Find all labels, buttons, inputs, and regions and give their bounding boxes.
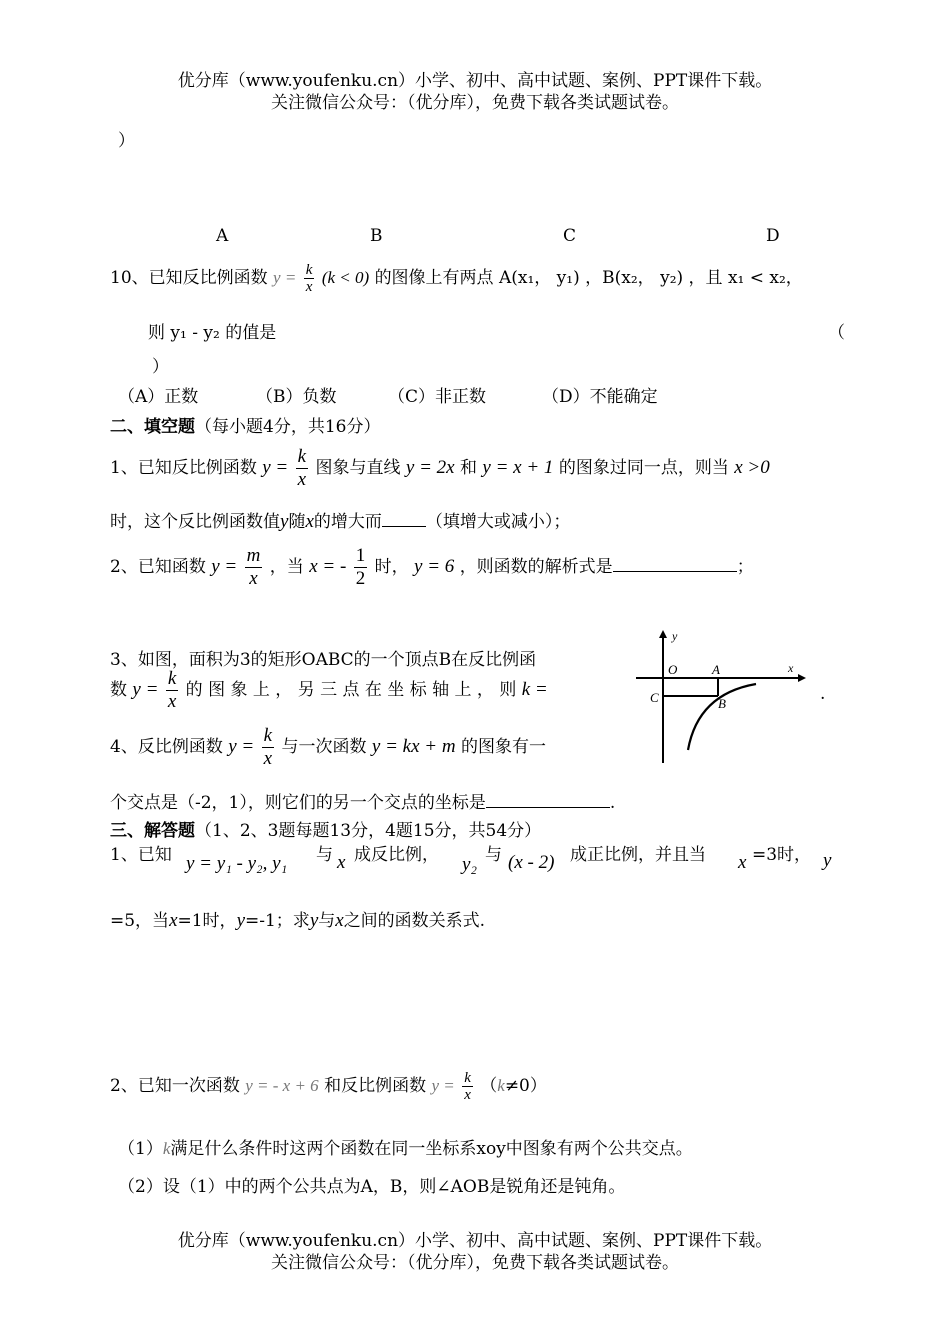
q9-option-d: D <box>766 226 780 246</box>
fill3-line-2 <box>110 668 548 713</box>
solve2-sub-1 <box>118 1134 693 1159</box>
fill3-text-a: 数 <box>110 680 127 700</box>
graph-y-arrow <box>659 630 667 638</box>
fill3-line-1: 3、如图，面积为3的矩形OABC的一个顶点B在反比例函 <box>110 650 537 670</box>
fill1-row2-b: 随 <box>288 512 306 532</box>
fill2-y: y = <box>211 556 238 577</box>
fill2-half-num: 1 <box>355 545 366 566</box>
solve1-expr: y = y₁ - y₂, y₁ <box>186 853 288 874</box>
solve2-text-a: 2、已知一次函数 <box>110 1076 240 1096</box>
q10-y: y = <box>273 268 297 287</box>
fill3-graph <box>628 628 810 768</box>
solve2-text-c: （ <box>480 1076 498 1096</box>
q10-open-paren: （ <box>828 323 845 343</box>
solve1-text-e: 成正比例，并且当 <box>570 845 706 865</box>
q10-frac-den: x <box>305 279 313 295</box>
solve2-fraction <box>462 1070 473 1103</box>
q10-frac-num: k <box>305 262 313 278</box>
q9-close-paren: ） <box>118 131 135 151</box>
graph-label-c: C <box>650 690 659 705</box>
fill1-fraction <box>296 446 308 491</box>
header-line-2: 关注微信公众号：（优分库），免费下载各类试题试卷。 <box>271 93 679 113</box>
q10-tail: ，且 x₁ < x₂， <box>688 268 803 288</box>
footer-line-2: 关注微信公众号：（优分库），免费下载各类试题试卷。 <box>271 1253 679 1273</box>
fill3-k-eq: k = <box>521 679 548 700</box>
fill4-fraction <box>262 725 274 770</box>
graph-hyperbola-curve <box>688 684 756 750</box>
q10-close-paren: ） <box>152 357 169 377</box>
fill4-frac-num: k <box>263 725 273 746</box>
fill4-answer-blank[interactable] <box>486 807 610 808</box>
fill1-row2-d: 的增大而 <box>313 512 382 532</box>
fill1-text-d: 的图象过同一点，则当 <box>558 458 729 478</box>
solve1-y2: y₂ <box>462 854 478 875</box>
solve1-text-a: 1、已知 <box>110 845 172 865</box>
solve1-row2-x: x <box>169 910 178 931</box>
fill3-text-b: 的 图 象 上 ， 另 三 点 在 坐 标 轴 上 ， 则 <box>185 680 517 700</box>
fill3-y: y = <box>132 679 159 700</box>
fill1-line-expr-2: y = x + 1 <box>482 457 554 478</box>
solve1-line-2 <box>110 906 485 932</box>
solve1-text-d: 与 <box>485 845 502 865</box>
fill2-fraction-m <box>245 545 263 590</box>
q10-fraction <box>304 262 315 295</box>
solve2-frac-den: x <box>464 1087 471 1103</box>
solve1-row2-e: 之间的函数关系式. <box>343 911 486 931</box>
fill2-y-eq: y = 6 <box>414 556 455 577</box>
fill1-line-expr: y = 2x <box>405 457 455 478</box>
header-line-1: 优分库（www.youfenku.cn）小学、初中、高中试题、案例、PPT课件下载。 <box>177 71 773 91</box>
solve2-line-1 <box>110 1070 547 1103</box>
q10-line-1 <box>110 262 803 295</box>
solve2-frac-num: k <box>464 1070 471 1086</box>
fill4-y: y = <box>228 736 255 757</box>
solve1-x2: x <box>738 852 747 873</box>
fill2-text-d: ，则函数的解析式是 <box>459 557 613 577</box>
solve2-k: k <box>497 1076 505 1095</box>
section2-note: （每小题4分，共16分） <box>195 417 381 437</box>
q10-line-2: 则 y₁ - y₂ 的值是 <box>148 323 277 343</box>
solve2-y: y = <box>431 1076 455 1095</box>
fill2-fraction-half <box>354 545 368 590</box>
q10-point-b: ，B(x₂， y₂) <box>585 268 684 288</box>
solve2-linear: y = - x + 6 <box>245 1076 319 1095</box>
fill4-text-b: 与一次函数 <box>281 737 367 757</box>
fill4-end: . <box>609 793 616 813</box>
solve1-text-f: =3时， <box>752 845 812 865</box>
solve2-sub1-text: 满足什么条件时这两个函数在同一坐标系xoy中图象有两个公共交点。 <box>170 1139 693 1159</box>
fill2-text-b: ，当 <box>269 557 304 577</box>
q10-choice-c: （C）非正数 <box>388 387 487 407</box>
fill3-end: . <box>820 684 826 704</box>
section3-note: （1、2、3题每题13分，4题15分，共54分） <box>195 821 542 841</box>
fill1-line-1 <box>110 446 770 491</box>
fill1-text-b: 图象与直线 <box>315 458 401 478</box>
section3-title: 三、解答题 <box>110 821 195 841</box>
fill2-end: ； <box>736 557 754 577</box>
fill4-line-1 <box>110 725 546 770</box>
fill1-condition: x >0 <box>734 457 770 478</box>
graph-x-arrow <box>798 674 806 682</box>
fill2-half-den: 2 <box>355 568 366 589</box>
solve1-row2-c: =-1；求 <box>245 911 310 931</box>
fill2-x-eq: x = - <box>309 556 347 577</box>
fill2-frac-num: m <box>246 545 261 566</box>
graph-label-b: B <box>718 696 726 711</box>
solve1-row2-x2: x <box>335 910 344 931</box>
solve1-row2-y2: y <box>309 910 319 931</box>
fill3-frac-den: x <box>167 691 177 712</box>
solve1-expr2: (x - 2) <box>508 852 555 873</box>
graph-label-y: y <box>672 629 678 643</box>
q10-choice-a: （A）正数 <box>118 387 199 407</box>
solve1-row2-y: y <box>236 910 245 931</box>
fill1-row2-a: 时，这个反比例函数值 <box>110 512 280 532</box>
fill4-row2: 个交点是（-2，1），则它们的另一个交点的坐标是 <box>110 793 486 813</box>
section3-heading <box>110 816 541 841</box>
q10-prefix: 10、已知反比例函数 <box>110 268 268 288</box>
q10-choice-b: （B）负数 <box>256 387 337 407</box>
q10-choice-d: （D）不能确定 <box>542 387 658 407</box>
fill1-frac-num: k <box>297 446 307 467</box>
fill1-text-c: 和 <box>460 458 477 478</box>
fill4-text-a: 4、反比例函数 <box>110 737 223 757</box>
graph-label-a: A <box>712 662 720 677</box>
graph-label-x: x <box>788 661 794 675</box>
solve1-row2-b: =1时， <box>177 911 237 931</box>
fill1-frac-den: x <box>297 469 307 490</box>
q10-mid: 的图像上有两点 <box>374 268 494 288</box>
solve1-y: y <box>823 850 832 871</box>
fill1-y: y = <box>262 457 289 478</box>
solve2-text-b: 和反比例函数 <box>324 1076 427 1096</box>
section2-title: 二、填空题 <box>110 417 195 437</box>
fill2-text-c: 时， <box>374 557 409 577</box>
fill4-frac-den: x <box>263 748 273 769</box>
solve1-row2-a: =5，当 <box>110 911 170 931</box>
solve1-text-c: 成反比例， <box>354 845 439 865</box>
q9-option-c: C <box>563 226 577 246</box>
solve1-row2-d: 与 <box>318 911 336 931</box>
solve1-text-b: 与 <box>316 845 333 865</box>
fill1-line-2 <box>110 507 570 533</box>
fill4-line-expr: y = kx + m <box>371 736 456 757</box>
graph-label-o: O <box>668 662 678 677</box>
fill4-line-2 <box>110 788 615 813</box>
q10-point-a: A(x₁， y₁) <box>498 268 580 288</box>
fill1-text-a: 1、已知反比例函数 <box>110 458 257 478</box>
fill3-frac-num: k <box>167 668 177 689</box>
fill1-row2-e: （填增大或减小）； <box>425 512 571 532</box>
fill3-fraction <box>166 668 178 713</box>
fill1-row2-y: y <box>280 511 289 532</box>
fill1-answer-blank[interactable] <box>382 526 426 527</box>
fill2-answer-blank[interactable] <box>613 571 737 572</box>
fill1-row2-x: x <box>305 511 314 532</box>
solve1-x: x <box>337 852 346 873</box>
solve2-text-d: ≠0） <box>504 1076 547 1096</box>
fill2-frac-den: x <box>249 568 258 589</box>
solve2-sub1-k: k <box>162 1139 171 1158</box>
fill2-line <box>110 545 754 590</box>
footer-line-1: 优分库（www.youfenku.cn）小学、初中、高中试题、案例、PPT课件下载。 <box>177 1231 773 1251</box>
solve2-sub-2: （2）设（1）中的两个公共点为A，B，则∠AOB是锐角还是钝角。 <box>118 1177 626 1197</box>
fill4-text-c: 的图象有一 <box>460 737 546 757</box>
q9-option-b: B <box>370 226 383 246</box>
q9-option-a: A <box>216 226 229 246</box>
fill2-text-a: 2、已知函数 <box>110 557 206 577</box>
q10-condition: (k < 0) <box>321 268 370 287</box>
section2-heading <box>110 412 380 437</box>
solve2-sub1-num: （1） <box>118 1139 163 1159</box>
